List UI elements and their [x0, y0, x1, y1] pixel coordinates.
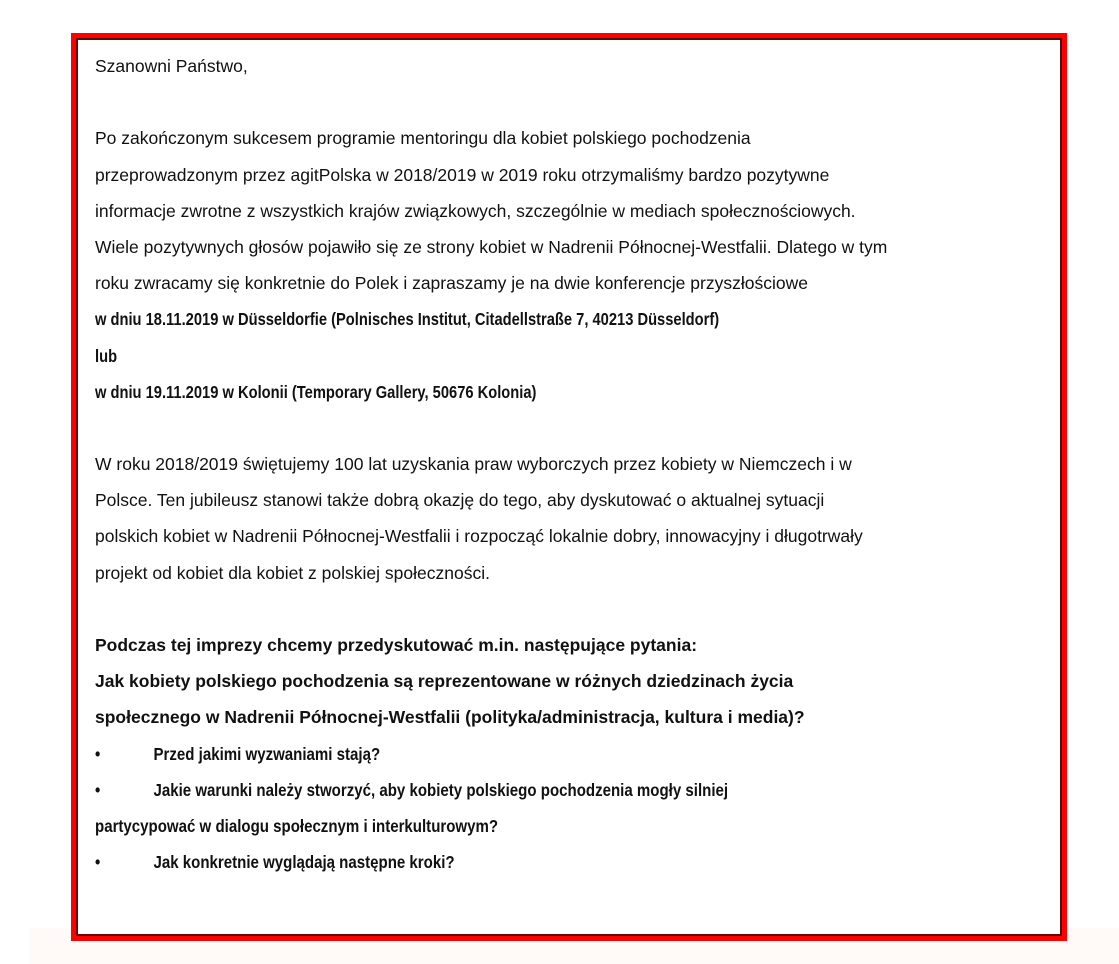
event-or — [95, 338, 1052, 374]
letter-body — [95, 48, 1052, 880]
letter-frame — [71, 33, 1067, 941]
event-dusseldorf-text: w dniu 18.11.2019 w Düsseldorfie (Polnisches Institut, Citadellstraße 7, 40213 Düsseldorf) — [95, 309, 720, 330]
bullet-continuation — [95, 808, 1052, 844]
paragraph1-line: Wiele pozytywnych głosów pojawiło się ze strony kobiet w Nadrenii Północnej-Westfalii. Dlatego w tym — [95, 236, 888, 257]
bullet-item — [95, 844, 1052, 880]
spacer — [95, 84, 1052, 120]
paragraph2-line: projekt od kobiet dla kobiet z polskiej społeczności. — [95, 562, 490, 583]
paragraph1-line: Po zakończonym sukcesem programie mentoringu dla kobiet polskiego pochodzenia — [95, 128, 751, 149]
bullet-icon: • — [95, 852, 101, 873]
paragraph1-line: roku zwracamy się konkretnie do Polek i zapraszamy je na dwie konferencje przyszłościowe — [95, 273, 808, 294]
paragraph2-line: polskich kobiet w Nadrenii Północnej-Westfalii i rozpocząć lokalnie dobry, innowacyjny i długotrwały — [95, 526, 863, 547]
spacer — [95, 410, 1052, 446]
question-main-line: Jak kobiety polskiego pochodzenia są reprezentowane w różnych dziedzinach życia — [95, 671, 794, 692]
bullet-text: partycypować w dialogu społecznym i interkulturowym? — [95, 815, 499, 836]
event-cologne-text: w dniu 19.11.2019 w Kolonii (Temporary Gallery, 50676 Kolonia) — [95, 381, 537, 402]
questions-intro: Podczas tej imprezy chcemy przedyskutować m.in. następujące pytania: — [95, 635, 698, 655]
paragraph2-line: W roku 2018/2019 świętujemy 100 lat uzyskania praw wyborczych przez kobiety w Niemczech i w — [95, 454, 852, 475]
bullet-item — [95, 736, 1052, 772]
spacer — [95, 591, 1052, 627]
paragraph1-line: przeprowadzonym przez agitPolska w 2018/2019 w 2019 roku otrzymaliśmy bardzo pozytywne — [95, 164, 830, 185]
bullet-text: Jak konkretnie wyglądają następne kroki? — [153, 852, 455, 873]
paragraph1-line: informacje zwrotne z wszystkich krajów związkowych, szczególnie w mediach społecznościowych. — [95, 200, 856, 221]
bullet-icon: • — [95, 743, 101, 764]
event-dusseldorf — [95, 301, 1052, 337]
greeting: Szanowni Państwo, — [95, 56, 248, 76]
bullet-icon: • — [95, 779, 101, 800]
question-main-line: społecznego w Nadrenii Północnej-Westfalii (polityka/administracja, kultura i media)? — [95, 707, 805, 728]
event-cologne — [95, 374, 1052, 410]
bullet-text: Przed jakimi wyzwaniami stają? — [153, 743, 381, 764]
bullet-item — [95, 772, 1052, 808]
event-or-text: lub — [95, 345, 118, 366]
bullet-text: Jakie warunki należy stworzyć, aby kobiety polskiego pochodzenia mogły silniej — [153, 779, 729, 800]
paragraph2-line: Polsce. Ten jubileusz stanowi także dobrą okazję do tego, aby dyskutować o aktualnej sytuacji — [95, 490, 825, 511]
